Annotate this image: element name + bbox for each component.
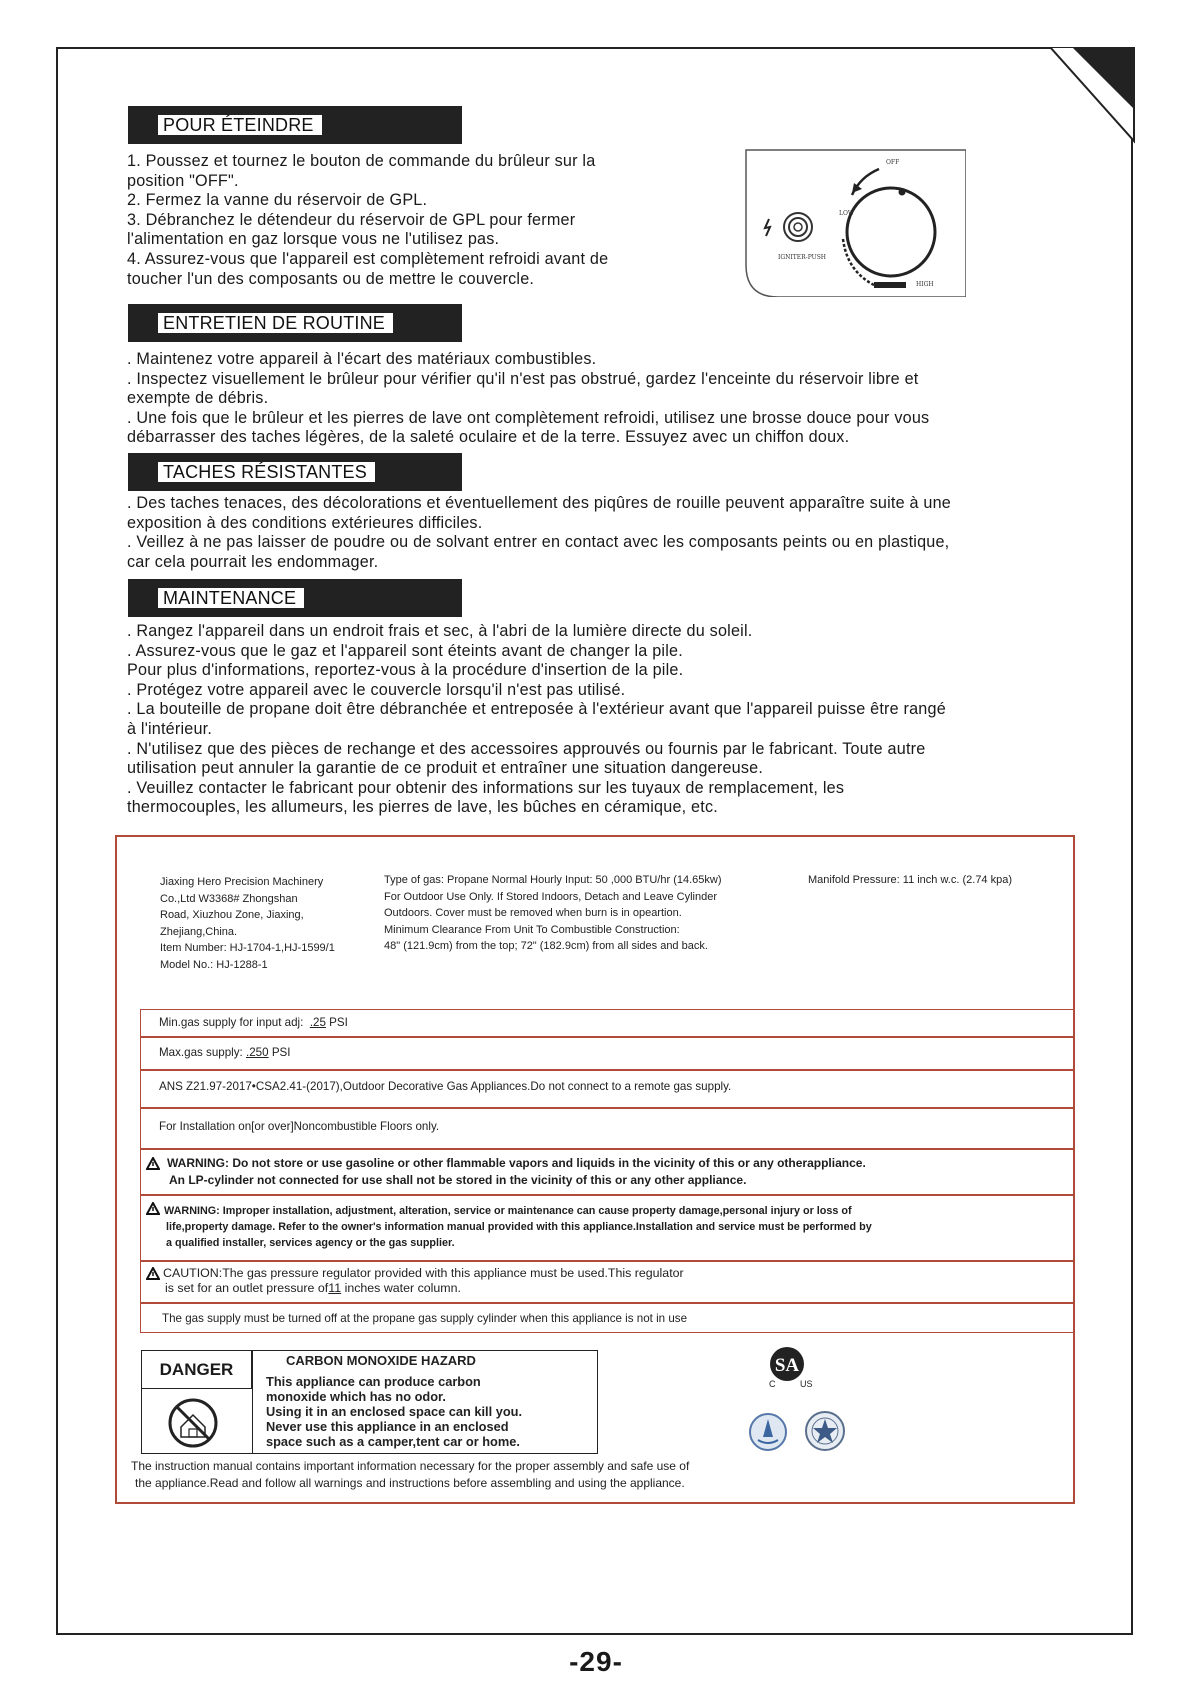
control-knob-illustration — [744, 149, 966, 297]
corner-tab — [1050, 47, 1136, 145]
text-line: utilisation peut annuler la garantie de ce produit et entraîner une situation dangereuse. — [127, 759, 764, 778]
co-line: monoxide which has no odor. — [266, 1389, 446, 1404]
caution-line: CAUTION:The gas pressure regulator provided with this appliance must be used.This regulator — [163, 1266, 684, 1280]
manifold-pressure: Manifold Pressure: 11 inch w.c. (2.74 kpa) — [808, 874, 1013, 886]
gas-type-info — [384, 872, 722, 955]
text-line: 3. Débranchez le détendeur du réservoir de GPL pour fermer — [127, 210, 576, 229]
installation-note: For Installation on[or over]Noncombustible Floors only. — [159, 1120, 440, 1133]
section-heading-maintenance — [128, 579, 462, 617]
section-body-turn-off — [127, 152, 608, 289]
max-gas-supply — [159, 1046, 291, 1059]
danger-label: DANGER — [142, 1351, 252, 1389]
section-heading-label: MAINTENANCE — [158, 588, 304, 608]
caution-text: is set for an outlet pressure of — [165, 1281, 329, 1295]
text-line: toucher l'un des composants ou de mettre le couvercle. — [127, 269, 535, 288]
warning-triangle-icon — [146, 1267, 160, 1280]
text-line: . Rangez l'appareil dans un endroit frais et sec, à l'abri de la lumière directe du soleil. — [127, 622, 753, 640]
text-line: . Une fois que le brûleur et les pierres de lave ont complètement refroidi, utilisez une brosse douce pour vous — [127, 408, 930, 427]
text-line: exposition à des conditions extérieures difficiles. — [127, 513, 483, 532]
notice-line: the appliance.Read and follow all warnings and instructions before assembling and using the appliance. — [135, 1476, 685, 1490]
page-number: -29- — [569, 1646, 623, 1677]
warning-triangle-icon — [146, 1202, 160, 1215]
min-gas-supply — [159, 1016, 348, 1029]
section-heading-label: TACHES RÉSISTANTES — [158, 462, 375, 482]
psi-unit: PSI — [271, 1046, 291, 1059]
warning-line: a qualified installer, services agency or the gas supplier. — [166, 1237, 455, 1249]
plate-line: Co.,Ltd W3368# Zhongshan — [160, 892, 298, 905]
csa-certification-logo — [760, 1345, 826, 1391]
caution-text: inches water column. — [344, 1281, 461, 1295]
min-gas-label: Min.gas supply for input adj: — [159, 1016, 304, 1029]
psi-unit: PSI — [329, 1016, 348, 1029]
warning-installation — [164, 1203, 872, 1251]
section-body-routine-care — [127, 350, 929, 448]
plate-line: Zhejiang,China. — [160, 925, 238, 938]
knob-igniter-label: IGNITER-PUSH — [778, 254, 827, 261]
text-line: 1. Poussez et tournez le bouton de commande du brûleur sur la — [127, 152, 596, 170]
warning-line: WARNING: Improper installation, adjustment, alteration, service or maintenance can cause property damage,personal injury or loss of — [164, 1205, 852, 1217]
text-line: . Veillez à ne pas laisser de poudre ou de solvant entrer en contact avec les composants peints ou en plastique, — [127, 533, 950, 552]
ansi-standard: ANS Z21.97-2017•CSA2.41-(2017),Outdoor Decorative Gas Appliances.Do not connect to a remote gas supply. — [159, 1080, 732, 1093]
min-gas-value: .25 — [309, 1016, 326, 1029]
caution-regulator — [163, 1266, 684, 1296]
knob-low-label: LOW — [839, 210, 855, 217]
section-heading-routine-care — [128, 304, 462, 342]
co-line: This appliance can produce carbon — [266, 1374, 481, 1389]
warning-line: WARNING: Do not store or use gasoline or other flammable vapors and liquids in the vicinity of this or any otherappliance. — [167, 1156, 866, 1170]
section-body-stubborn-stains — [127, 494, 951, 572]
warning-line: An LP-cylinder not connected for use shall not be stored in the vicinity of this or any other appliance. — [169, 1173, 747, 1187]
co-line: Using it in an enclosed space can kill you. — [266, 1404, 523, 1419]
text-line: l'alimentation en gaz lorsque vous ne l'utilisez pas. — [127, 230, 500, 249]
plate-line: Model No.: HJ-1288-1 — [160, 958, 268, 971]
section-heading-turn-off — [128, 106, 462, 144]
supply-off-note: The gas supply must be turned off at the propane gas supply cylinder when this appliance is not in use — [162, 1312, 688, 1325]
knob-off-label: OFF — [886, 159, 900, 166]
text-line: . Veuillez contacter le fabricant pour obtenir des informations sur les tuyaux de remplacement, les — [127, 778, 845, 797]
manual-notice — [131, 1458, 689, 1492]
section-heading-stubborn-stains — [128, 453, 462, 491]
plate-line: Road, Xiuzhou Zone, Jiaxing, — [160, 909, 304, 921]
co-line: space such as a camper,tent car or home. — [266, 1434, 520, 1449]
plate-line: For Outdoor Use Only. If Stored Indoors, Detach and Leave Cylinder — [384, 890, 718, 903]
plate-line: Outdoors. Cover must be removed when burn is in opeartion. — [384, 907, 682, 919]
text-line: . Protégez votre appareil avec le couvercle lorsqu'il n'est pas utilisé. — [127, 680, 626, 699]
notice-line: The instruction manual contains important information necessary for the proper assembly and safe use of — [131, 1459, 690, 1473]
plate-line: Type of gas: Propane Normal Hourly Input: 50 ,000 BTU/hr (14.65kw) — [384, 874, 722, 886]
text-line: 4. Assurez-vous que l'appareil est complètement refroidi avant de — [127, 249, 609, 268]
plate-line: 48" (121.9cm) from the top; 72" (182.9cm) from all sides and back. — [384, 940, 708, 952]
csa-c-label: C — [769, 1379, 776, 1389]
max-gas-label: Max.gas supply: — [159, 1046, 243, 1059]
plate-line: Jiaxing Hero Precision Machinery — [160, 876, 324, 888]
manufacturer-info — [160, 874, 335, 973]
max-gas-value: .250 — [246, 1046, 269, 1059]
section-heading-label: POUR ÉTEINDRE — [158, 115, 322, 135]
text-line: exempte de débris. — [127, 389, 269, 408]
plate-line: Item Number: HJ-1704-1,HJ-1599/1 — [160, 942, 335, 954]
text-line: car cela pourrait les endommager. — [127, 552, 379, 571]
svg-text:SA: SA — [774, 1355, 800, 1376]
warning-triangle-icon — [146, 1157, 160, 1170]
co-hazard-title: CARBON MONOXIDE HAZARD — [286, 1353, 476, 1368]
warning-flammable — [167, 1155, 866, 1189]
text-line: débarrasser des taches légères, de la saleté oculaire et de la terre. Essuyez avec un chiffon doux. — [127, 428, 850, 447]
co-line: Never use this appliance in an enclosed — [266, 1419, 509, 1434]
text-line: position "OFF". — [127, 171, 239, 190]
no-indoor-use-icon — [167, 1397, 219, 1449]
warning-line: life,property damage. Refer to the owner's information manual provided with this appliance.Installation and service must be performed by — [166, 1221, 872, 1233]
star-certification-icon — [804, 1410, 846, 1452]
outlet-pressure-value: 11 — [328, 1281, 342, 1295]
text-line: 2. Fermez la vanne du réservoir de GPL. — [127, 191, 428, 210]
text-line: Pour plus d'informations, reportez-vous à la procédure d'insertion de la pile. — [127, 661, 684, 680]
certification-seal-icon — [748, 1412, 788, 1452]
co-hazard-text — [266, 1374, 522, 1449]
section-heading-label: ENTRETIEN DE ROUTINE — [158, 313, 393, 333]
text-line: . La bouteille de propane doit être débranchée et entreposée à l'extérieur avant que l'appareil puisse être rangé — [127, 700, 946, 719]
section-body-maintenance — [127, 622, 946, 818]
text-line: . Des taches tenaces, des décolorations et éventuellement des piqûres de rouille peuvent apparaître suite à une — [127, 494, 951, 512]
plate-line: Minimum Clearance From Unit To Combustible Construction: — [384, 923, 680, 936]
text-line: . N'utilisez que des pièces de rechange et des accessoires approuvés ou fournis par le fabricant. Toute autre — [127, 739, 926, 758]
knob-high-label: HIGH — [916, 281, 934, 288]
text-line: . Inspectez visuellement le brûleur pour vérifier qu'il n'est pas obstrué, gardez l'enceinte du réservoir libre et — [127, 369, 919, 388]
text-line: . Assurez-vous que le gaz et l'appareil sont éteints avant de changer la pile. — [127, 641, 683, 660]
text-line: à l'intérieur. — [127, 719, 213, 738]
csa-us-label: US — [800, 1379, 813, 1389]
text-line: thermocouples, les allumeurs, les pierres de lave, les bûches en céramique, etc. — [127, 798, 718, 817]
text-line: . Maintenez votre appareil à l'écart des matériaux combustibles. — [127, 350, 597, 368]
